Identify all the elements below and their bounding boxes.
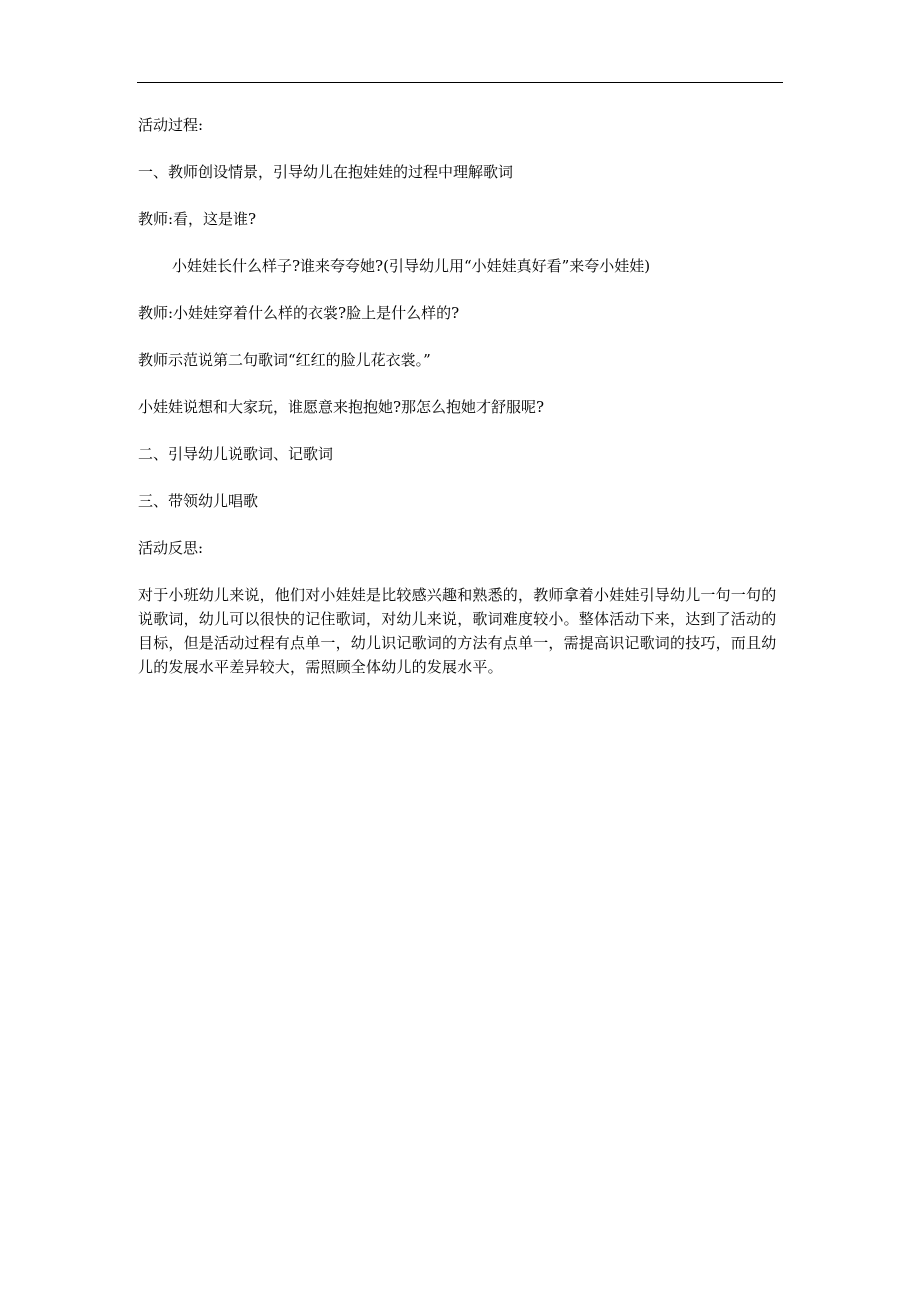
teacher-line-clothes: 教师:小娃娃穿着什么样的衣裳?脸上是什么样的? bbox=[138, 304, 460, 322]
step-two-heading: 二、引导幼儿说歌词、记歌词 bbox=[138, 445, 334, 463]
reflection-paragraph: 对于小班幼儿来说，他们对小娃娃是比较感兴趣和熟悉的，教师拿着小娃娃引导幼儿一句一句的说歌词，幼儿可以很快的记住歌词，对幼儿来说，歌词难度较小。整体活动下来，达到了活动的目标，但是活动过程有点单一，幼儿识记歌词的方法有点单一，需提高识记歌词的技巧，而且幼儿的发展水平差异较大，需照顾全体幼儿的发展水平。 bbox=[138, 586, 777, 676]
header-rule bbox=[137, 82, 783, 83]
step-one-heading: 一、教师创设情景，引导幼儿在抱娃娃的过程中理解歌词 bbox=[138, 163, 514, 181]
teacher-line-who: 教师:看，这是谁? bbox=[138, 210, 257, 228]
document-body bbox=[138, 113, 788, 702]
section-heading-process: 活动过程: bbox=[138, 116, 204, 134]
teacher-demo-line: 教师示范说第二句歌词“红红的脸儿花衣裳。” bbox=[138, 351, 431, 369]
doll-description-line: 小娃娃长什么样子?谁来夸夸她?(引导幼儿用“小娃娃真好看”来夸小娃娃) bbox=[172, 257, 651, 275]
doll-play-line: 小娃娃说想和大家玩，谁愿意来抱抱她?那怎么抱她才舒服呢? bbox=[138, 398, 545, 416]
step-three-heading: 三、带领幼儿唱歌 bbox=[138, 492, 259, 510]
section-heading-reflection: 活动反思: bbox=[138, 539, 204, 557]
